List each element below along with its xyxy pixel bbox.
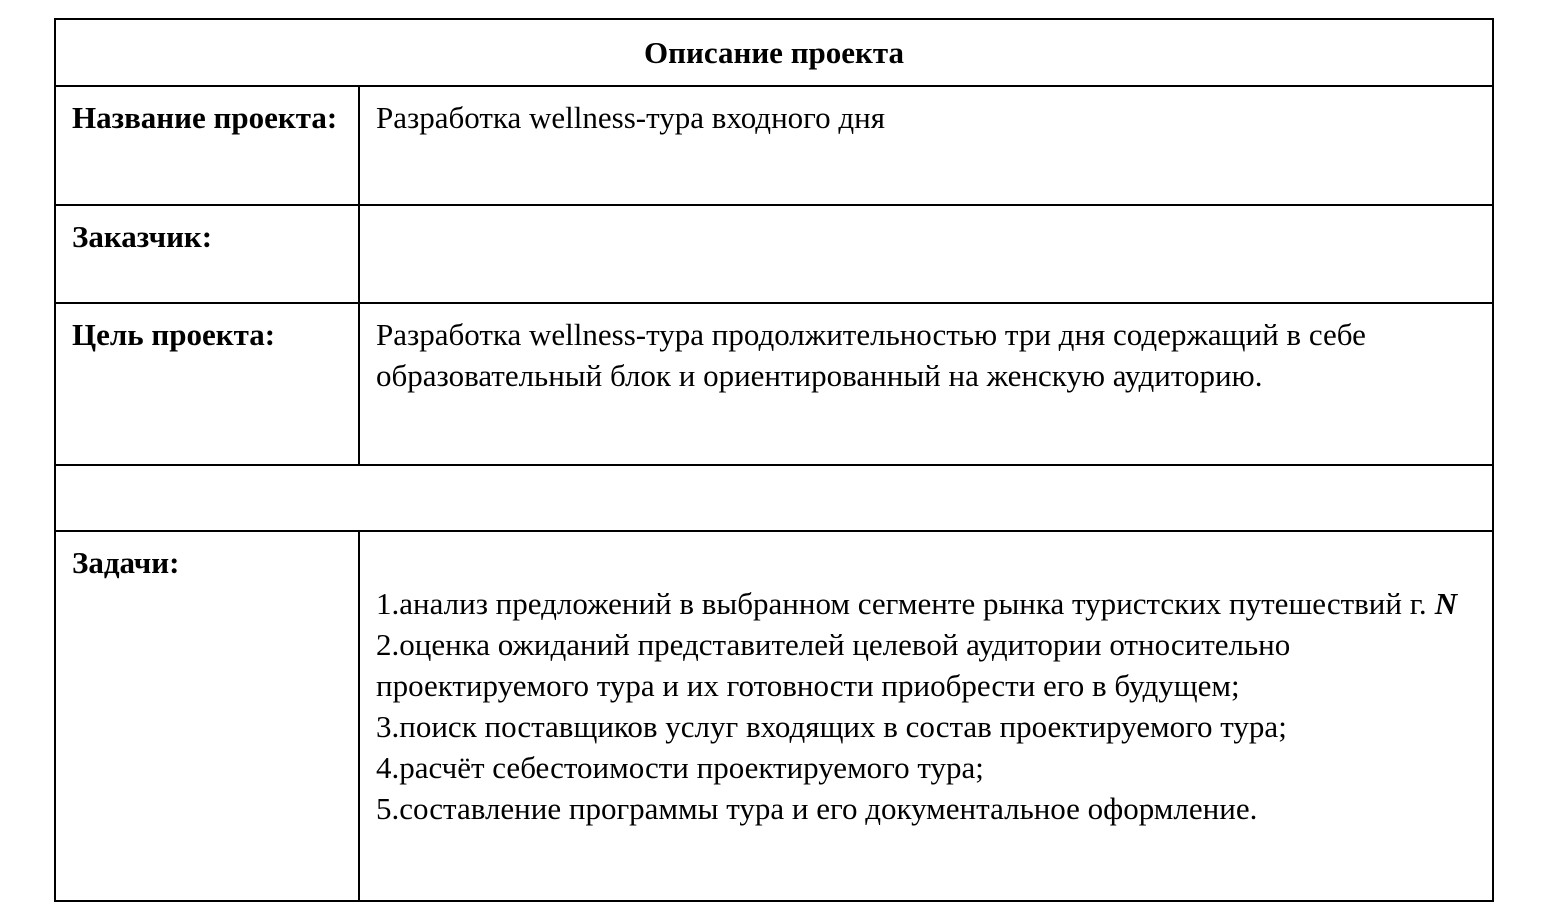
- empty-row: [55, 465, 1493, 531]
- task-item: [376, 583, 1472, 624]
- table-row: [55, 303, 1493, 465]
- project-name-value: Разработка wellness-тура входного дня: [359, 86, 1493, 205]
- table-row: [55, 86, 1493, 205]
- task-item: 2.оценка ожиданий представителей целевой аудитории относительно проектируемого тура и их готовности приобрести его в будущем;: [376, 627, 1291, 703]
- task-item: 5.составление программы тура и его документальное оформление.: [376, 791, 1258, 826]
- customer-label: Заказчик:: [55, 205, 359, 303]
- project-name-label: Название проекта:: [55, 86, 359, 205]
- task-item: 4.расчёт себестоимости проектируемого тура;: [376, 750, 984, 785]
- tasks-label: Задачи:: [55, 531, 359, 901]
- goal-label: Цель проекта:: [55, 303, 359, 465]
- city-letter: N: [1434, 586, 1458, 621]
- project-description-table: [54, 18, 1494, 902]
- tasks-value: [359, 531, 1493, 901]
- table-title-row: [55, 19, 1493, 86]
- empty-cell: [55, 465, 1493, 531]
- goal-value: Разработка wellness-тура продолжительностью три дня содержащий в себе образовательный блок и ориентированный на женскую аудиторию.: [359, 303, 1493, 465]
- customer-value: [359, 205, 1493, 303]
- table-title: Описание проекта: [55, 19, 1493, 86]
- table-row: [55, 531, 1493, 901]
- table-row: [55, 205, 1493, 303]
- task-item: 3.поиск поставщиков услуг входящих в состав проектируемого тура;: [376, 709, 1287, 744]
- tasks-list: [376, 583, 1472, 829]
- task-item-text: 1.анализ предложений в выбранном сегменте рынка туристских путешествий г.: [376, 586, 1427, 621]
